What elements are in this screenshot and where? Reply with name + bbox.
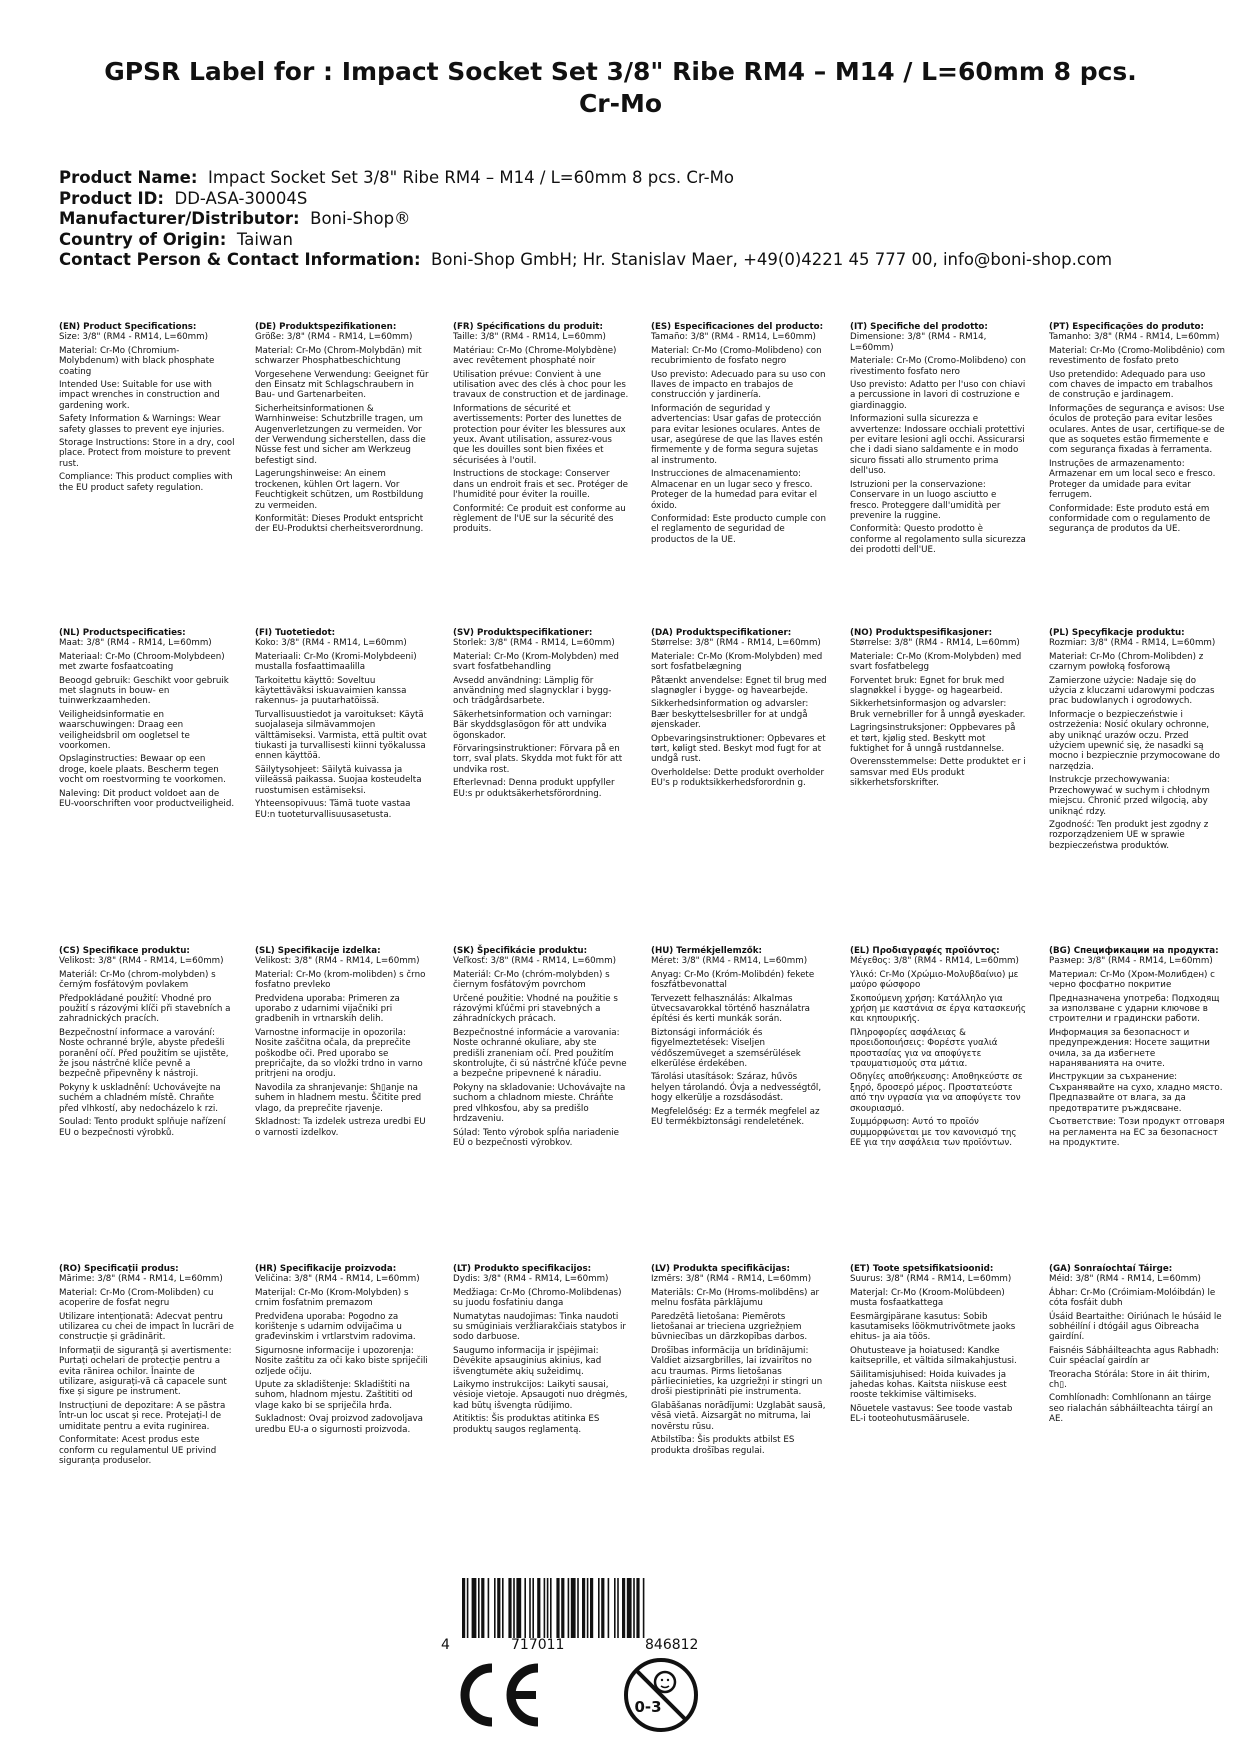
language-spec-paragraph: Turvallisuustiedot ja varoitukset: Käytä suojalaseja silmävammojen välttämiseksi. Varmista, että pultit ovat tiukasti ja turvallisesti kiinni työkalussa ennen käyttöä. [255, 709, 427, 762]
language-spec-paragraph: Koko: 3/8" (RM4 - RM14, L=60mm) [255, 638, 407, 649]
language-spec-paragraph: Säkerhetsinformation och varningar: Bär skyddsglasögon för att undvika ögonskador. [453, 709, 612, 741]
barcode-bar [627, 1578, 632, 1638]
language-spec-paragraph: Material: Cr-Mo (Cromo-Molibdeno) con recubrimiento de fosfato negro [651, 345, 822, 367]
barcode-bar [582, 1578, 585, 1638]
language-spec-paragraph: Materiāls: Cr-Mo (Hroms-molibdēns) ar melnu fosfāta pārklājumu [651, 1287, 820, 1309]
language-spec-paragraph: Biztonsági információk és figyelmeztetések: Viseljen védőszemüveget a szemsérülések elkerülése érdekében. [651, 1027, 801, 1070]
language-spec-block [453, 1264, 629, 1438]
barcode-bar [508, 1578, 511, 1638]
language-spec-paragraph: Sikkerhedsinformation og advarsler: Bær beskyttelsesbriller for at undgå øjenskader. [651, 699, 809, 731]
language-spec-paragraph: Información de seguridad y advertencias: Usar gafas de protección para evitar lesiones oculares. Antes de usar, asegúrese de que las llaves estén firmemente y de forma segura sujetas al instrumento. [651, 403, 823, 466]
language-spec-paragraph: Megfelelőség: Ez a termék megfelel az EU termékbiztonsági rendeletének. [651, 1106, 820, 1128]
language-spec-paragraph: Instruções de armazenamento: Armazenar em um local seco e fresco. Proteger da umidade para evitar ferrugem. [1049, 458, 1216, 501]
language-spec-heading: (PL) Specyfikacje produktu: [1049, 628, 1185, 638]
barcode-left-group: 717011 [511, 1637, 565, 1653]
language-spec-paragraph: Veličina: 3/8" (RM4 - RM14, L=60mm) [255, 1274, 420, 1285]
language-spec-block [255, 628, 431, 823]
language-spec-paragraph: Tárolási utasítások: Száraz, hűvös helyen tárolandó. Óvja a nedvességtől, hogy elkerülje a rozsdásodást. [651, 1072, 822, 1104]
language-spec-block [453, 322, 629, 538]
language-spec-paragraph: Matériau: Cr-Mo (Chrome-Molybdène) avec revêtement phosphaté noir [453, 345, 617, 367]
language-spec-heading: (HU) Termékjellemzők: [651, 946, 763, 956]
barcode-bar [529, 1578, 531, 1638]
barcode-bar [544, 1578, 546, 1638]
language-spec-paragraph: Utilizare intenționată: Adecvat pentru utilizarea cu chei de impact în lucrări de construcție și grădinărit. [59, 1311, 234, 1343]
barcode-bar [601, 1578, 604, 1638]
language-spec-paragraph: Konformität: Dieses Produkt entspricht der EU-Produktsi cherheitsverordnung. [255, 513, 424, 535]
language-spec-paragraph: Saugumo informacija ir įspėjimai: Dėvėkite apsauginius akinius, kad išvengtumėte akių sužeidimų. [453, 1345, 602, 1377]
barcode-bar [608, 1578, 610, 1638]
language-spec-paragraph: Yhteensopivuus: Tämä tuote vastaa EU:n tuoteturvallisuusasetusta. [255, 799, 411, 820]
language-spec-paragraph: Overensstemmelse: Dette produktet er i samsvar med EUs produkt sikkerhetsforskrifter. [850, 757, 1026, 789]
language-spec-block [59, 946, 235, 1141]
language-spec-heading: (IT) Specifiche del prodotto: [850, 322, 988, 332]
language-spec-paragraph: Size: 3/8" (RM4 - RM14, L=60mm) [59, 332, 208, 343]
language-spec-heading: (FI) Tuotetiedot: [255, 628, 336, 638]
language-spec-paragraph: Dimensione: 3/8" (RM4 - RM14, L=60mm) [850, 332, 987, 353]
language-spec-paragraph: Atitiktis: Šis produktas atitinka ES produktų saugos reglamentą. [453, 1414, 600, 1435]
language-spec-paragraph: Comhlíonadh: Comhlíonann an táirge seo rialachán sábháilteachta táirgí an AE. [1049, 1393, 1213, 1425]
language-spec-heading: (ES) Especificaciones del producto: [651, 322, 824, 332]
language-spec-paragraph: Πληροφορίες ασφάλειας & προειδοποιήσεις: Φορέστε γυαλιά προστασίας για να αποφύγετε τραυματισμούς στα μάτια. [850, 1027, 998, 1070]
language-spec-paragraph: Předpokládané použití: Vhodné pro použití s rázovými klíči při stavebních a zahradnických pracích. [59, 993, 231, 1025]
language-spec-paragraph: Velikost: 3/8" (RM4 - RM14, L=60mm) [59, 956, 224, 967]
language-spec-paragraph: Tervezett felhasználás: Alkalmas ütvecsavarokkal történő használatra építési és kerti munkák során. [651, 993, 811, 1025]
language-spec-heading: (NO) Produktspesifikasjoner: [850, 628, 993, 638]
language-spec-block [1049, 946, 1225, 1151]
info-row [59, 230, 1219, 251]
language-spec-paragraph: Suurus: 3/8" (RM4 - RM14, L=60mm) [850, 1274, 1012, 1285]
language-spec-paragraph: Zgodność: Ten produkt jest zgodny z rozporządzeniem UE w sprawie bezpieczeństwa produktów. [1049, 819, 1209, 851]
language-spec-paragraph: Ábhar: Cr-Mo (Cróimiam-Molóibdán) le cóta fosfáit dubh [1049, 1287, 1216, 1309]
language-spec-paragraph: Οδηγίες αποθήκευσης: Αποθηκεύστε σε ξηρό, δροσερό μέρος. Προστατεύστε από την υγρασία για να αποφύγετε τον σκουριασμό. [850, 1072, 1023, 1114]
language-spec-paragraph: Förvaringsinstruktioner: Förvara på en torr, sval plats. Skydda mot fukt för att undvika rost. [453, 744, 623, 775]
language-spec-paragraph: Súlad: Tento výrobok spĺňa nariadenie EÚ o bezpečnosti výrobkov. [453, 1127, 620, 1148]
language-spec-paragraph: Material: Cr-Mo (Krom-Molybden) med svart fosfatbehandling [453, 651, 619, 673]
language-spec-paragraph: Conformité: Ce produit est conforme au règlement de l'UE sur la sécurité des produits. [453, 503, 626, 535]
barcode-bar [472, 1578, 477, 1638]
language-spec-heading: (LT) Produkto specifikacijos: [453, 1264, 592, 1274]
language-spec-paragraph: Информация за безопасност и предупреждения: Носете защитни очила, за да избегнете нараняванията на очите. [1049, 1027, 1210, 1070]
language-spec-paragraph: Utilisation prévue: Convient à une utilisation avec des clés à choc pour les travaux de construction et de jardinage. [453, 369, 629, 401]
language-spec-heading: (FR) Spécifications du produit: [453, 322, 603, 332]
language-spec-paragraph: Material: Cr-Mo (krom-molibden) s črno fosfatno prevleko [255, 969, 426, 991]
language-spec-paragraph: Naleving: Dit product voldoet aan de EU-voorschriften voor productveiligheid. [59, 788, 235, 810]
document-title: GPSR Label for : Impact Socket Set 3/8" Ribe RM4 – M14 / L=60mm 8 pcs. Cr-Mo [104, 57, 1137, 118]
language-spec-paragraph: Storage Instructions: Store in a dry, cool place. Protect from moisture to prevent rust. [59, 438, 235, 469]
language-spec-paragraph: Materiale: Cr-Mo (Cromo-Molibdeno) con rivestimento fosfato nero [850, 356, 1026, 377]
language-spec-paragraph: Taille: 3/8" (RM4 - RM14, L=60mm) [453, 332, 606, 343]
not-for-children-0-3-icon [622, 1656, 700, 1734]
language-spec-paragraph: Nõuetele vastavus: See toode vastab EL-i tooteohutusmäärusele. [850, 1403, 1013, 1425]
language-spec-paragraph: Størrelse: 3/8" (RM4 - RM14, L=60mm) [850, 638, 1020, 649]
language-spec-paragraph: Informações de segurança e avisos: Use óculos de proteção para evitar lesões oculares. Antes de usar, certifique-se de que as soquetes estão firmemente e com segurança fixadas à ferramenta. [1049, 403, 1225, 456]
barcode-bar [467, 1578, 469, 1638]
barcode-bar [513, 1578, 515, 1638]
language-spec-paragraph: Sigurnosne informacije i upozorenja: Nosite zaštitu za oči kako biste spriječili ozljede očiju. [255, 1345, 428, 1377]
language-spec-paragraph: Instrukcje przechowywania: Przechowywać w suchym i chłodnym miejscu. Chronić przed wilgocią, aby uniknąć rdzy. [1049, 775, 1210, 817]
language-spec-paragraph: Méid: 3/8" (RM4 - RM14, L=60mm) [1049, 1274, 1201, 1285]
info-value: Taiwan [236, 229, 293, 249]
language-spec-paragraph: Материал: Cr-Mo (Хром-Молибден) с черно фосфатно покритие [1049, 969, 1215, 991]
barcode-first-digit: 4 [441, 1637, 450, 1653]
language-spec-paragraph: Forventet bruk: Egnet for bruk med slagnøkkel i bygge- og hagearbeid. [850, 675, 1005, 697]
language-spec-paragraph: Pokyny na skladovanie: Uchovávajte na suchom a chladnom mieste. Chráňte pred vlhkosťou, aby sa predišlo hrdzaveniu. [453, 1082, 626, 1125]
barcode-bar [497, 1578, 500, 1638]
info-row [59, 189, 1219, 210]
language-spec-paragraph: Avsedd användning: Lämplig för användning med slagnycklar i bygg- och trädgårdsarbete. [453, 675, 612, 707]
barcode-right-group: 846812 [645, 1637, 699, 1653]
language-spec-paragraph: Predviđena uporaba: Pogodno za korištenje s udarnim odvijačima u građevinskim i vrtlarstvim radovima. [255, 1311, 416, 1343]
language-spec-paragraph: Beoogd gebruik: Geschikt voor gebruik met slagnuts in bouw- en tuinwerkzaamheden. [59, 675, 229, 707]
language-spec-block [255, 1264, 431, 1438]
barcode-bar [556, 1578, 559, 1638]
language-spec-paragraph: Overholdelse: Dette produkt overholder EU's p roduktsikkerhedsforordnin g. [651, 767, 825, 789]
language-spec-block [1049, 322, 1225, 538]
info-label: Product Name: [59, 168, 198, 187]
language-spec-paragraph: Rozmiar: 3/8" (RM4 - RM14, L=60mm) [1049, 638, 1216, 649]
info-label: Contact Person & Contact Information: [59, 250, 421, 269]
language-spec-paragraph: Efterlevnad: Denna produkt uppfyller EU:s pr oduktsäkerhetsförordning. [453, 778, 615, 799]
language-spec-heading: (DE) Produktspezifikationen: [255, 322, 397, 332]
language-spec-paragraph: Materiaali: Cr-Mo (Kromi-Molybdeeni) mustalla fosfaattimaalilla [255, 651, 417, 673]
language-spec-paragraph: Veiligheidsinformatie en waarschuwingen: Draag een veiligheidsbril om oogletsel te voorkomen. [59, 709, 190, 752]
language-spec-paragraph: Σκοπούμενη χρήση: Κατάλληλο για χρήση με καστάνια σε έργα κατασκευής και κηπουρικής. [850, 993, 1026, 1025]
barcode-bar [598, 1578, 600, 1638]
language-spec-paragraph: Velikost: 3/8" (RM4 - RM14, L=60mm) [255, 956, 420, 967]
info-value: Boni-Shop® [310, 209, 411, 228]
language-spec-block [255, 946, 431, 1141]
language-spec-paragraph: Navodila za shranjevanje: Sh▯anje na suhem in hladnem mestu. Ščitite pred vlago, da preprečite rjavenje. [255, 1082, 422, 1114]
language-spec-paragraph: Sicherheitsinformationen & Warnhinweise: Schutzbrille tragen, um Augenverletzungen zu vermeiden. Vor der Verwendung sicherstellen, dass die Nüsse fest und sicher am Werkzeug befestigt sind. [255, 403, 426, 466]
language-spec-paragraph: Upute za skladištenje: Skladištiti na suhom, hladnom mjestu. Zaštititi od vlage kako bi se spriječila hrđa. [255, 1380, 413, 1411]
language-spec-paragraph: Informații de siguranță și avertismente: Purtați ochelari de protecție pentru a evita rănirea ochilor. Înainte de utilizare, asigurați-vă că capacele sunt fixe și sigure pe instrument. [59, 1345, 232, 1398]
language-spec-paragraph: Informacje o bezpieczeństwie i ostrzeżenia: Nosić okulary ochronne, aby uniknąć urazów oczu. Przed użyciem upewnić się, że nasadki są mocno i bezpiecznie przymocowane do narzędzia. [1049, 709, 1220, 772]
barcode-bar [617, 1578, 619, 1638]
language-spec-paragraph: Informazioni sulla sicurezza e avvertenze: Indossare occhiali protettivi per evitare lesioni agli occhi. Assicurarsi che i dadi siano saldamente e in modo sicuro fissati allo strumento prima dell'uso. [850, 414, 1025, 477]
language-spec-paragraph: Materiaal: Cr-Mo (Chroom-Molybdeen) met zwarte fosfaatcoating [59, 651, 225, 673]
language-spec-paragraph: Съответствие: Този продукт отговаря на регламента на ЕС за безопасност на продуктите. [1049, 1117, 1225, 1148]
language-spec-paragraph: Conformidade: Este produto está em conformidade com o regulamento de segurança de produtos da UE. [1049, 503, 1211, 535]
language-spec-paragraph: Veľkosť: 3/8" (RM4 - RM14, L=60mm) [453, 956, 616, 967]
language-spec-paragraph: Paredzētā lietošana: Piemērots lietošanai ar trieciena uzgriežņiem būvniecības un dārzkopības darbos. [651, 1311, 808, 1343]
barcode-bar [524, 1578, 526, 1638]
language-spec-paragraph: Vorgesehene Verwendung: Geeignet für den Einsatz mit Schlagschraubern in Bau- und Gartenarbeiten. [255, 369, 429, 401]
barcode-bar [547, 1578, 549, 1638]
language-spec-paragraph: Úsáid Beartaithe: Oiriúnach le húsáid le sobhéilíní i dtógáil agus Oibreacha gairdíní. [1049, 1311, 1222, 1343]
language-spec-paragraph: Sukladnost: Ovaj proizvod zadovoljava uredbu EU-a o sigurnosti proizvoda. [255, 1414, 423, 1435]
product-info-block [59, 168, 1219, 271]
language-spec-heading: (SK) Špecifikácie produktu: [453, 946, 588, 956]
language-spec-paragraph: Atbilstība: Šis produkts atbilst ES produkta drošības regulai. [651, 1435, 795, 1456]
language-spec-paragraph: Υλικό: Cr-Mo (Χρώμιο-Μολυβδαίνιο) με μαύρο φώσφορο [850, 969, 1019, 991]
language-spec-paragraph: Pokyny k uskladnění: Uchovávejte na suchém a chladném místě. Chraňte před vlhkostí, aby nedocházelo k rzi. [59, 1082, 221, 1114]
language-spec-block [453, 946, 629, 1151]
language-spec-paragraph: Uso previsto: Adecuado para su uso con llaves de impacto en trabajos de construcción y jardinería. [651, 369, 826, 401]
language-spec-paragraph: Medžiaga: Cr-Mo (Chromo-Molibdenas) su juodu fosfatiniu danga [453, 1287, 622, 1309]
language-spec-paragraph: Opbevaringsinstruktioner: Opbevares et tørt, køligt sted. Beskyt mod fugt for at undgå rust. [651, 733, 826, 765]
ean-barcode [460, 1578, 732, 1638]
language-spec-paragraph: Μέγεθος: 3/8" (RM4 - RM14, L=60mm) [850, 956, 1019, 967]
language-spec-block [651, 322, 827, 548]
language-spec-heading: (GA) Sonraíochtaí Táirge: [1049, 1264, 1173, 1274]
language-spec-paragraph: Materiale: Cr-Mo (Krom-Molybden) med svart fosfatbelegg [850, 651, 1022, 673]
language-spec-paragraph: Tamanho: 3/8" (RM4 - RM14, L=60mm) [1049, 332, 1220, 343]
language-spec-paragraph: Laikymo instrukcijos: Laikyti sausai, vėsioje vietoje. Apsaugoti nuo drėgmės, kad būtų išvengta rūdijimo. [453, 1380, 628, 1411]
barcode-bar [502, 1578, 504, 1638]
language-spec-paragraph: Maat: 3/8" (RM4 - RM14, L=60mm) [59, 638, 212, 649]
barcode-bar [488, 1578, 490, 1638]
language-spec-paragraph: Tarkoitettu käyttö: Soveltuu käytettäväksi iskuavaimien kanssa rakennus- ja puutarhatöissä. [255, 675, 407, 707]
language-spec-block [1049, 1264, 1225, 1428]
language-spec-paragraph: Zamierzone użycie: Nadaje się do użycia z kluczami udarowymi podczas prac budowlanych i ogrodowych. [1049, 675, 1215, 707]
language-spec-paragraph: Numatytas naudojimas: Tinka naudoti su smūginiais veržliarakčiais statybos ir sodo darbuose. [453, 1311, 626, 1343]
language-spec-block [850, 628, 1026, 792]
language-spec-paragraph: Treoracha Stórála: Store in áit thirim, ch▯. [1049, 1369, 1210, 1391]
language-spec-paragraph: Conformidad: Este producto cumple con el reglamento de seguridad de productos de la UE. [651, 513, 826, 545]
svg-text:0-3: 0-3 [634, 1698, 662, 1716]
language-spec-paragraph: Предназначена употреба: Подходящ за използване с ударни ключове в строителни и градински работи. [1049, 993, 1220, 1025]
language-spec-block [850, 1264, 1026, 1428]
language-spec-paragraph: Bezpečnostné informácie a varovania: Noste ochranné okuliare, aby ste predišli zraneniam očí. Pred použitím skontrolujte, či sú nástrčné kľúče pevne a bezpečne pripevnené k náradiu. [453, 1027, 627, 1080]
language-spec-block [850, 946, 1026, 1151]
language-spec-paragraph: Drošības informācija un brīdinājumi: Valdiet aizsargbrilles, lai izvairītos no acu traumas. Pirms lietošanas pārliecinieties, ka uzgriežņi ir stingri un droši piestiprināti pie instrumenta. [651, 1345, 823, 1398]
language-spec-paragraph: Sikkerhetsinformasjon og advarsler: Bruk vernebriller for å unngå øyeskader. [850, 699, 1026, 720]
language-spec-paragraph: Инструкции за съхранение: Съхранявайте на сухо, хладно място. Предпазвайте от влага, за да предотвратите ръждясване. [1049, 1072, 1223, 1114]
language-spec-paragraph: Skladnost: Ta izdelek ustreza uredbi EU o varnosti izdelkov. [255, 1117, 426, 1138]
language-spec-heading: (NL) Productspecificaties: [59, 628, 186, 638]
language-spec-paragraph: Uso pretendido: Adequado para uso com chaves de impacto em trabalhos de construção e jardinagem. [1049, 369, 1213, 401]
language-spec-heading: (SL) Specifikacije izdelka: [255, 946, 381, 956]
language-spec-paragraph: Uso previsto: Adatto per l'uso con chiavi a percussione in lavori di costruzione e giardinaggio. [850, 380, 1026, 411]
barcode-bar [481, 1578, 484, 1638]
barcode-bar [614, 1578, 616, 1638]
barcode-bar [571, 1578, 576, 1638]
language-spec-paragraph: Materiał: Cr-Mo (Chrom-Molibden) z czarnym powłoką fosforową [1049, 651, 1204, 673]
info-row [59, 209, 1219, 230]
language-spec-paragraph: Varnostne informacije in opozorila: Nosite zaščitna očala, da preprečite poškodbe oči. Pred uporabo se prepričajte, da so vložki trdno in varno pritrjeni na orodju. [255, 1027, 423, 1080]
barcode-bar [537, 1578, 540, 1638]
language-spec-paragraph: Размер: 3/8" (RM4 - RM14, L=60mm) [1049, 956, 1213, 967]
language-spec-paragraph: Material: Cr-Mo (Chrom-Molybdän) mit schwarzer Phosphatbeschichtung [255, 345, 422, 367]
language-spec-paragraph: Určené použitie: Vhodné na použitie s rázovými kľúčmi pri stavebných a záhradníckych prácach. [453, 993, 618, 1025]
language-spec-paragraph: Συμμόρφωση: Αυτό το προϊόν συμμορφώνεται με τον κανονισμό της ΕΕ για την ασφάλεια των προϊόντων. [850, 1117, 1017, 1148]
language-spec-block [59, 1264, 235, 1469]
barcode-bar [516, 1578, 521, 1638]
barcode-bar [577, 1578, 579, 1638]
barcode-bar [590, 1578, 593, 1638]
language-spec-heading: (RO) Specificații produs: [59, 1264, 179, 1274]
language-spec-paragraph: Material: Cr-Mo (Crom-Molibden) cu acoperire de fosfat negru [59, 1287, 214, 1309]
barcode-bar [568, 1578, 570, 1638]
language-spec-block [453, 628, 629, 802]
barcode-bar [532, 1578, 534, 1638]
info-value: Impact Socket Set 3/8" Ribe RM4 – M14 / L=60mm 8 pcs. Cr-Mo [207, 168, 734, 187]
language-spec-paragraph: Dydis: 3/8" (RM4 - RM14, L=60mm) [453, 1274, 609, 1285]
language-spec-block [651, 628, 827, 792]
language-spec-paragraph: Säilitamisjuhised: Hoida kuivades ja jahedas kohas. Kaitsta niiskuse eest rooste tekkimise vältimiseks. [850, 1369, 1007, 1401]
language-spec-paragraph: Instrucțiuni de depozitare: A se păstra într-un loc uscat și rece. Protejați-l de umiditate pentru a evita ruginirea. [59, 1400, 226, 1432]
language-spec-block [59, 322, 235, 496]
language-spec-paragraph: Anyag: Cr-Mo (Króm-Molibdén) fekete foszfátbevonattal [651, 969, 815, 991]
language-spec-heading: (HR) Specifikacije proizvoda: [255, 1264, 397, 1274]
barcode-bar [561, 1578, 564, 1638]
language-spec-paragraph: Compliance: This product complies with the EU product safety regulation. [59, 472, 233, 493]
language-spec-block [255, 322, 431, 538]
info-row [59, 168, 1219, 189]
language-spec-paragraph: Materijal: Cr-Mo (Krom-Molybden) s crnim fosfatnim premazom [255, 1287, 409, 1309]
language-spec-paragraph: Instructions de stockage: Conserver dans un endroit frais et sec. Protéger de l'humidité pour éviter la rouille. [453, 469, 628, 501]
language-spec-paragraph: Tamaño: 3/8" (RM4 - RM14, L=60mm) [651, 332, 816, 343]
language-spec-paragraph: Materiale: Cr-Mo (Krom-Molybden) med sort fosfatbelægning [651, 651, 823, 673]
info-row [59, 250, 1219, 271]
language-spec-heading: (LV) Produkta specifikācijas: [651, 1264, 790, 1274]
language-spec-paragraph: Materiál: Cr-Mo (chrom-molybden) s černým fosfátovým povlakem [59, 969, 216, 991]
barcode-bar [622, 1578, 625, 1638]
language-spec-paragraph: Soulad: Tento produkt splňuje nařízení EU o bezpečnosti výrobků. [59, 1117, 226, 1138]
language-spec-paragraph: Izmērs: 3/8" (RM4 - RM14, L=60mm) [651, 1274, 812, 1285]
language-spec-block [651, 946, 827, 1131]
language-spec-paragraph: Material: Cr-Mo (Chromium-Molybdenum) with black phosphate coating [59, 345, 215, 377]
language-spec-heading: (ET) Toote spetsifikatsioonid: [850, 1264, 994, 1274]
language-spec-block [850, 322, 1026, 559]
language-spec-block [1049, 628, 1225, 854]
language-spec-heading: (BG) Спецификации на продукта: [1049, 946, 1219, 956]
barcode-bar [636, 1578, 639, 1638]
barcode-bar [478, 1578, 480, 1638]
language-spec-heading: (EL) Προδιαγραφές προϊόντος: [850, 946, 1000, 956]
language-spec-paragraph: Conformitate: Acest produs este conform cu regulamentul UE privind siguranța produselor. [59, 1435, 217, 1466]
language-spec-heading: (CS) Specifikace produktu: [59, 946, 190, 956]
info-label: Country of Origin: [59, 229, 227, 249]
info-label: Manufacturer/Distributor: [59, 209, 300, 228]
language-spec-heading: (SV) Produktspecifikationer: [453, 628, 593, 638]
language-spec-paragraph: Bezpečnostní informace a varování: Noste ochranné brýle, abyste předešli poranění očí. Před použitím se ujistěte, že jsou nástrčné klíče pevně a bezpečně připevněny k nástroji. [59, 1027, 229, 1080]
language-spec-paragraph: Méret: 3/8" (RM4 - RM14, L=60mm) [651, 956, 808, 967]
barcode-bar [494, 1578, 496, 1638]
language-spec-paragraph: Materjal: Cr-Mo (Kroom-Molübdeen) musta fosfaatkattega [850, 1287, 1005, 1309]
language-spec-paragraph: Informations de sécurité et avertissements: Porter des lunettes de protection pour éviter les blessures aux yeux. Avant utilisation, assurez-vous que les douilles sont bien fixées et sécurisées à l'outil. [453, 403, 626, 466]
language-spec-paragraph: Instrucciones de almacenamiento: Almacenar en un lugar seco y fresco. Proteger de la humedad para evitar el óxido. [651, 469, 817, 511]
language-spec-paragraph: Conformità: Questo prodotto è conforme al regolamento sulla sicurezza dei prodotti dell'UE. [850, 524, 1026, 556]
barcode-bar [643, 1578, 645, 1638]
language-spec-paragraph: Mărime: 3/8" (RM4 - RM14, L=60mm) [59, 1274, 223, 1285]
language-spec-paragraph: Ohutusteave ja hoiatused: Kandke kaitseprille, et vältida silmakahjustusi. [850, 1345, 1017, 1367]
barcode-bar [633, 1578, 635, 1638]
language-spec-paragraph: Eesmärgipärane kasutus: Sobib kasutamiseks löökmutrivõtmete jaoks ehitus- ja aia töös. [850, 1311, 1016, 1343]
language-spec-paragraph: Säilytysohjeet: Säilytä kuivassa ja viileässä paikassa. Suojaa kosteudelta ruostumisen estämiseksi. [255, 764, 422, 796]
language-spec-paragraph: Lagerungshinweise: An einem trockenen, kühlen Ort lagern. Vor Feuchtigkeit schützen, um Rostbildung zu vermeiden. [255, 469, 424, 511]
language-spec-paragraph: Predvidena uporaba: Primeren za uporabo z udarnimi vijačniki pri gradbenih in vrtnarskih delih. [255, 993, 400, 1025]
language-spec-paragraph: Material: Cr-Mo (Cromo-Molibdênio) com revestimento de fosfato preto [1049, 345, 1225, 367]
language-spec-paragraph: Lagringsinstruksjoner: Oppbevares på et tørt, kjølig sted. Beskytt mot fuktighet for å unngå rustdannelse. [850, 723, 1016, 755]
language-spec-paragraph: Intended Use: Suitable for use with impact wrenches in construction and gardening work. [59, 380, 220, 411]
language-spec-paragraph: Faisnéis Sábháilteachta agus Rabhadh: Cuir spéaclaí gairdín ar [1049, 1345, 1219, 1367]
info-value: DD-ASA-30004S [174, 188, 308, 208]
language-spec-paragraph: Größe: 3/8" (RM4 - RM14, L=60mm) [255, 332, 413, 343]
language-spec-heading: (EN) Product Specifications: [59, 322, 197, 332]
language-spec-paragraph: Størrelse: 3/8" (RM4 - RM14, L=60mm) [651, 638, 821, 649]
language-spec-paragraph: Safety Information & Warnings: Wear safety glasses to prevent eye injuries. [59, 414, 225, 435]
language-spec-block [651, 1264, 827, 1459]
language-spec-paragraph: Storlek: 3/8" (RM4 - RM14, L=60mm) [453, 638, 615, 649]
language-spec-paragraph: Istruzioni per la conservazione: Conservare in un luogo asciutto e fresco. Proteggere dall'umidità per prevenire la ruggine. [850, 479, 1001, 521]
language-spec-paragraph: Opslaginstructies: Bewaar op een droge, koele plaats. Bescherm tegen vocht om roestvorming te voorkomen. [59, 754, 226, 786]
info-label: Product ID: [59, 188, 164, 208]
language-spec-heading: (DA) Produktspecifikationer: [651, 628, 792, 638]
language-spec-paragraph: Glabāšanas norādījumi: Uzglabāt sausā, vēsā vietā. Aizsargāt no mitruma, lai novērstu rūsu. [651, 1400, 826, 1432]
language-spec-paragraph: Materiál: Cr-Mo (chróm-molybden) s čiernym fosfátovým povrchom [453, 969, 610, 991]
ce-mark-icon [452, 1660, 544, 1730]
language-spec-block [59, 628, 235, 813]
language-spec-heading: (PT) Especificações do produto: [1049, 322, 1204, 332]
language-spec-paragraph: Påtænkt anvendelse: Egnet til brug med slagnøgler i bygge- og havearbejde. [651, 675, 827, 697]
barcode-bar [462, 1578, 465, 1638]
info-value: Boni-Shop GmbH; Hr. Stanislav Maer, +49(0)4221 45 777 00, info@boni-shop.com [431, 250, 1113, 269]
barcode-bar [587, 1578, 589, 1638]
barcode-bar [550, 1578, 552, 1638]
